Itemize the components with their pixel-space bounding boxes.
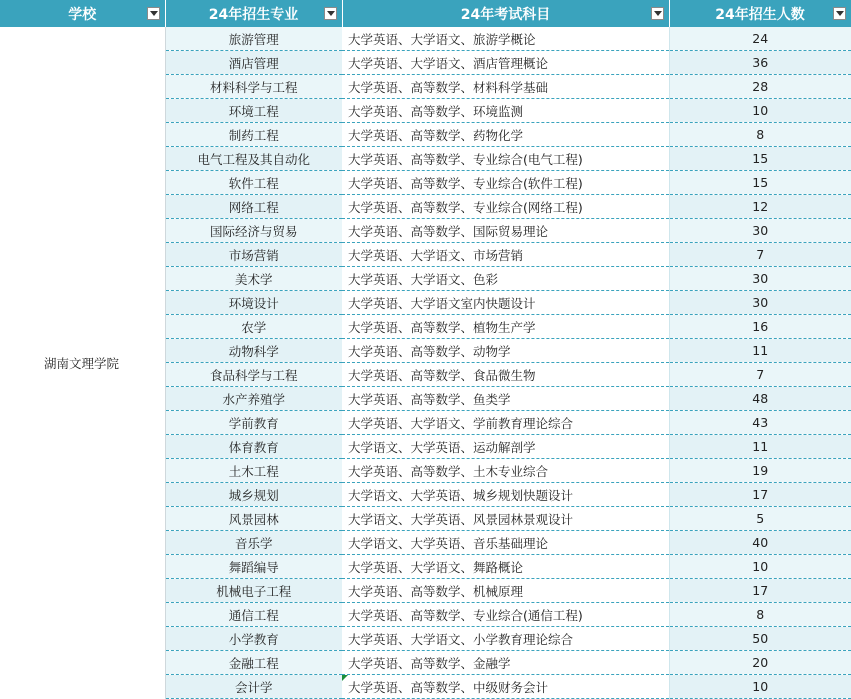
major-cell[interactable]: 美术学 [165, 267, 342, 291]
subjects-text: 大学英语、大学语文、酒店管理概论 [348, 55, 549, 71]
subjects-cell[interactable] [342, 603, 669, 627]
subjects-cell[interactable] [342, 147, 669, 171]
subjects-cell[interactable] [342, 387, 669, 411]
count-cell[interactable]: 17 [669, 483, 851, 507]
subjects-cell[interactable] [342, 459, 669, 483]
subjects-cell[interactable] [342, 291, 669, 315]
major-cell[interactable]: 城乡规划 [165, 483, 342, 507]
major-cell[interactable]: 音乐学 [165, 531, 342, 555]
major-cell[interactable]: 土木工程 [165, 459, 342, 483]
subjects-cell[interactable] [342, 411, 669, 435]
count-cell[interactable]: 15 [669, 147, 851, 171]
subjects-cell[interactable] [342, 195, 669, 219]
subjects-cell[interactable] [342, 531, 669, 555]
subjects-text: 大学英语、高等数学、鱼类学 [348, 391, 511, 407]
subjects-text: 大学英语、大学语文、旅游学概论 [348, 31, 536, 47]
subjects-cell[interactable] [342, 267, 669, 291]
subjects-text: 大学语文、大学英语、音乐基础理论 [348, 535, 549, 551]
subjects-cell[interactable] [342, 243, 669, 267]
major-cell[interactable]: 制药工程 [165, 123, 342, 147]
count-cell[interactable]: 10 [669, 555, 851, 579]
count-cell[interactable]: 50 [669, 627, 851, 651]
count-cell[interactable]: 30 [669, 219, 851, 243]
subjects-text: 大学英语、大学语文、舞路概论 [348, 559, 524, 575]
count-cell[interactable]: 20 [669, 651, 851, 675]
subjects-cell[interactable] [342, 51, 669, 75]
subjects-text: 大学英语、高等数学、药物化学 [348, 127, 524, 143]
header-major-label: 24年招生专业 [208, 6, 299, 23]
major-cell[interactable]: 机械电子工程 [165, 579, 342, 603]
header-school [0, 0, 165, 27]
subjects-cell[interactable] [342, 435, 669, 459]
count-cell[interactable]: 30 [669, 267, 851, 291]
subjects-text: 大学英语、高等数学、动物学 [348, 343, 511, 359]
major-cell[interactable]: 体育教育 [165, 435, 342, 459]
count-cell[interactable]: 30 [669, 291, 851, 315]
subjects-cell[interactable] [342, 339, 669, 363]
count-cell[interactable]: 8 [669, 603, 851, 627]
count-cell[interactable]: 40 [669, 531, 851, 555]
count-cell[interactable]: 43 [669, 411, 851, 435]
major-cell[interactable]: 学前教育 [165, 411, 342, 435]
major-cell[interactable]: 动物科学 [165, 339, 342, 363]
subjects-cell[interactable] [342, 483, 669, 507]
count-cell[interactable]: 11 [669, 435, 851, 459]
subjects-text: 大学英语、大学语文、市场营销 [348, 247, 524, 263]
subjects-text: 大学英语、高等数学、专业综合(电气工程) [348, 151, 583, 167]
count-cell[interactable]: 48 [669, 387, 851, 411]
count-cell[interactable]: 19 [669, 459, 851, 483]
subjects-cell[interactable] [342, 219, 669, 243]
subjects-cell[interactable] [342, 579, 669, 603]
count-cell[interactable]: 28 [669, 75, 851, 99]
header-subjects [342, 0, 669, 27]
header-school-label: 学校 [68, 6, 97, 23]
major-cell[interactable]: 国际经济与贸易 [165, 219, 342, 243]
header-major [165, 0, 342, 27]
subjects-text: 大学语文、大学英语、运动解剖学 [348, 439, 536, 455]
school-cell[interactable]: 湖南文理学院 [0, 27, 165, 699]
count-cell[interactable]: 12 [669, 195, 851, 219]
header-subjects-label: 24年考试科目 [460, 6, 551, 23]
major-cell[interactable]: 软件工程 [165, 171, 342, 195]
header-count-label: 24年招生人数 [715, 6, 805, 23]
subjects-text: 大学英语、大学语文、学前教育理论综合 [348, 415, 574, 431]
subjects-text: 大学英语、高等数学、食品微生物 [348, 367, 536, 383]
subjects-text: 大学英语、高等数学、材料科学基础 [348, 79, 549, 95]
subjects-cell[interactable] [342, 507, 669, 531]
subjects-text: 大学英语、高等数学、专业综合(通信工程) [348, 607, 583, 623]
subjects-text: 大学语文、大学英语、风景园林景观设计 [348, 511, 574, 527]
header-row [0, 0, 851, 27]
subjects-cell[interactable] [342, 651, 669, 675]
subjects-cell[interactable] [342, 627, 669, 651]
count-cell[interactable]: 7 [669, 363, 851, 387]
subjects-text: 大学英语、高等数学、中级财务会计 [348, 679, 549, 695]
major-cell[interactable]: 会计学 [165, 675, 342, 699]
major-cell[interactable]: 环境设计 [165, 291, 342, 315]
count-cell[interactable]: 24 [669, 27, 851, 51]
subjects-text: 大学英语、高等数学、专业综合(软件工程) [348, 175, 583, 191]
subjects-text: 大学英语、大学语文、色彩 [348, 271, 499, 287]
subjects-cell[interactable] [342, 315, 669, 339]
header-count [669, 0, 851, 27]
subjects-text: 大学英语、高等数学、土木专业综合 [348, 463, 549, 479]
subjects-text: 大学英语、高等数学、机械原理 [348, 583, 524, 599]
subjects-cell[interactable] [342, 75, 669, 99]
table-row [0, 27, 851, 51]
count-cell[interactable]: 15 [669, 171, 851, 195]
subjects-text: 大学英语、高等数学、环境监测 [348, 103, 524, 119]
filter-dropdown-icon[interactable] [147, 7, 160, 20]
subjects-text: 大学英语、高等数学、专业综合(网络工程) [348, 199, 583, 215]
major-cell[interactable]: 食品科学与工程 [165, 363, 342, 387]
count-cell[interactable]: 17 [669, 579, 851, 603]
count-cell[interactable]: 16 [669, 315, 851, 339]
filter-dropdown-icon[interactable] [651, 7, 664, 20]
subjects-cell[interactable] [342, 555, 669, 579]
major-cell[interactable]: 材料科学与工程 [165, 75, 342, 99]
subjects-cell[interactable] [342, 171, 669, 195]
major-cell[interactable]: 通信工程 [165, 603, 342, 627]
subjects-text: 大学英语、高等数学、国际贸易理论 [348, 223, 549, 239]
major-cell[interactable]: 环境工程 [165, 99, 342, 123]
subjects-text: 大学英语、高等数学、金融学 [348, 655, 511, 671]
count-cell[interactable]: 7 [669, 243, 851, 267]
major-cell[interactable]: 舞蹈编导 [165, 555, 342, 579]
major-cell[interactable]: 农学 [165, 315, 342, 339]
major-cell[interactable]: 旅游管理 [165, 27, 342, 51]
subjects-cell[interactable] [342, 123, 669, 147]
count-cell[interactable]: 36 [669, 51, 851, 75]
count-cell[interactable]: 5 [669, 507, 851, 531]
count-cell[interactable]: 10 [669, 99, 851, 123]
subjects-text: 大学语文、大学英语、城乡规划快题设计 [348, 487, 574, 503]
subjects-text: 大学英语、大学语文、小学教育理论综合 [348, 631, 574, 647]
count-cell[interactable]: 10 [669, 675, 851, 699]
subjects-cell[interactable] [342, 675, 669, 699]
major-cell[interactable]: 网络工程 [165, 195, 342, 219]
cell-comment-marker-icon [342, 675, 348, 681]
subjects-text: 大学英语、大学语文室内快题设计 [348, 295, 536, 311]
major-cell[interactable]: 电气工程及其自动化 [165, 147, 342, 171]
count-cell[interactable]: 8 [669, 123, 851, 147]
subjects-cell[interactable] [342, 27, 669, 51]
subjects-cell[interactable] [342, 363, 669, 387]
filter-dropdown-icon[interactable] [324, 7, 337, 20]
subjects-cell[interactable] [342, 99, 669, 123]
major-cell[interactable]: 金融工程 [165, 651, 342, 675]
major-cell[interactable]: 水产养殖学 [165, 387, 342, 411]
major-cell[interactable]: 市场营销 [165, 243, 342, 267]
major-cell[interactable]: 风景园林 [165, 507, 342, 531]
count-cell[interactable]: 11 [669, 339, 851, 363]
major-cell[interactable]: 酒店管理 [165, 51, 342, 75]
filter-dropdown-icon[interactable] [833, 7, 846, 20]
major-cell[interactable]: 小学教育 [165, 627, 342, 651]
subjects-text: 大学英语、高等数学、植物生产学 [348, 319, 536, 335]
